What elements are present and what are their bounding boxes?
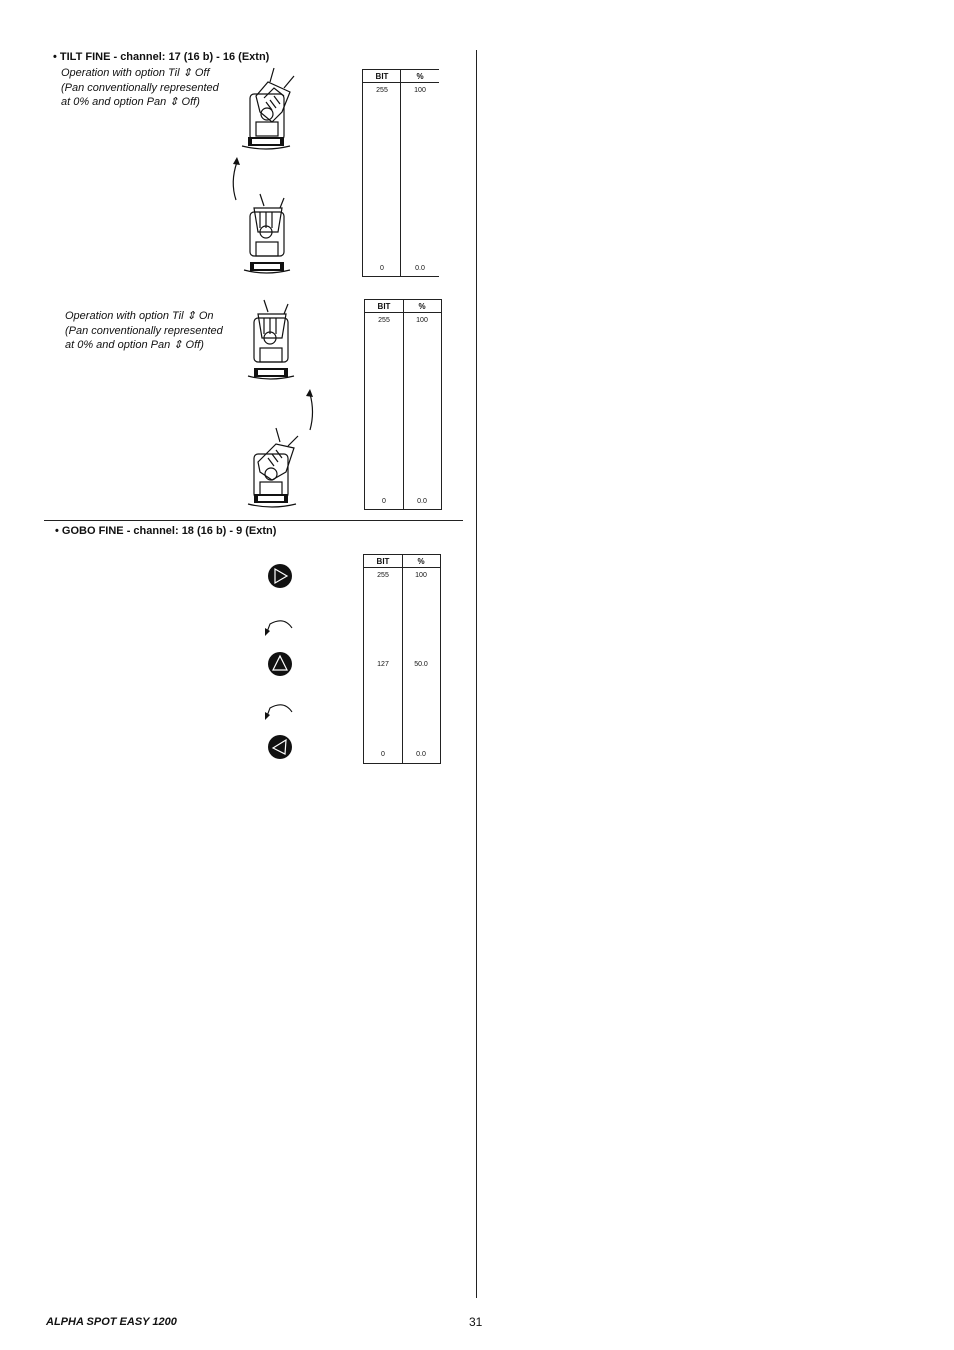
cell-bit-max: 255	[377, 572, 389, 579]
cell-pct-mid: 50.0	[414, 661, 428, 668]
gobo-triangle-right-icon	[267, 563, 293, 589]
header-pct: %	[416, 72, 424, 81]
column-divider	[476, 50, 477, 1298]
header-bit: BIT	[376, 557, 390, 566]
column-line	[400, 70, 401, 276]
header-bit: BIT	[375, 72, 389, 81]
table-header	[363, 70, 439, 83]
cell-pct-min: 0.0	[417, 498, 427, 505]
rotate-arrow-icon	[262, 700, 296, 722]
cell-bit-max: 255	[378, 317, 390, 324]
dmx-table-gobo-fine	[363, 554, 441, 764]
header-pct: %	[417, 557, 425, 566]
section-divider	[44, 520, 463, 521]
column-line	[402, 555, 403, 763]
cell-pct-max: 100	[416, 317, 428, 324]
cell-pct-max: 100	[414, 87, 426, 94]
tilt-fine-heading: • TILT FINE - channel: 17 (16 b) - 16 (Extn)	[53, 51, 270, 63]
moving-head-tilted-icon	[228, 66, 300, 154]
cell-bit-max: 255	[376, 87, 388, 94]
cell-pct-min: 0.0	[415, 265, 425, 272]
tilt-note-on	[65, 309, 223, 353]
note-line: (Pan conventionally represented	[61, 81, 219, 94]
page-number: 31	[469, 1315, 483, 1329]
moving-head-straight-icon	[240, 298, 300, 382]
cell-bit-min: 0	[382, 498, 386, 505]
dmx-table-tilt-off	[362, 69, 439, 277]
gobo-fine-heading: • GOBO FINE - channel: 18 (16 b) - 9 (Extn)	[55, 525, 277, 537]
tilt-note-off	[61, 66, 219, 110]
note-line: (Pan conventionally represented	[65, 324, 223, 337]
note-line: at 0% and option Pan ⇕ Off)	[61, 96, 200, 108]
moving-head-tilted-back-icon	[236, 426, 308, 512]
moving-head-straight-icon	[236, 192, 296, 276]
dmx-table-tilt-on	[364, 299, 442, 510]
header-pct: %	[418, 302, 426, 311]
note-line: Operation with option Til ⇕ Off	[61, 67, 210, 79]
cell-bit-min: 0	[381, 751, 385, 758]
gobo-triangle-up-icon	[267, 651, 293, 677]
cell-pct-max: 100	[415, 572, 427, 579]
note-line: Operation with option Til ⇕ On	[65, 310, 214, 322]
gobo-triangle-left-icon	[267, 734, 293, 760]
header-bit: BIT	[377, 302, 391, 311]
note-line: at 0% and option Pan ⇕ Off)	[65, 339, 204, 351]
footer-product-name: ALPHA SPOT EASY 1200	[46, 1316, 177, 1328]
cell-bit-min: 0	[380, 265, 384, 272]
cell-bit-mid: 127	[377, 661, 389, 668]
cell-pct-min: 0.0	[416, 751, 426, 758]
rotate-arrow-icon	[262, 616, 296, 638]
column-line	[403, 300, 404, 509]
